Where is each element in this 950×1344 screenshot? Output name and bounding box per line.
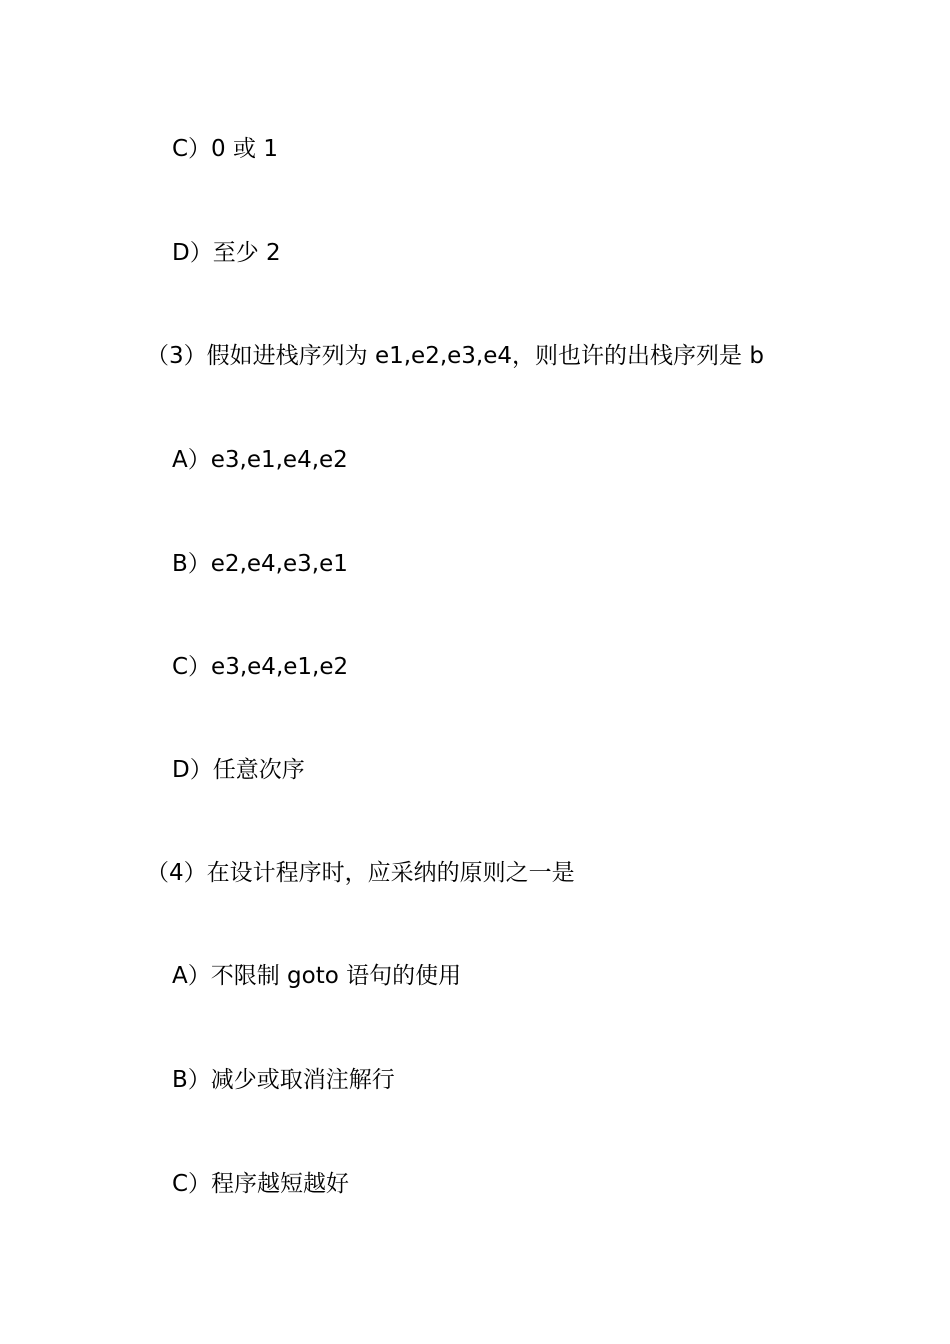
option-d-q2: D）至少 2 [172,240,281,266]
option-c-q3: C）e3,e4,e1,e2 [172,654,349,680]
question-4: （4）在设计程序时，应采纳的原则之一是 [146,860,575,886]
question-3: （3）假如进栈序列为 e1,e2,e3,e4，则也许的出栈序列是 b [146,343,764,369]
option-b-q3: B）e2,e4,e3,e1 [172,551,348,577]
option-c-q2: C）0 或 1 [172,136,278,162]
option-a-q3: A）e3,e1,e4,e2 [172,447,348,473]
option-d-q3: D）任意次序 [172,757,305,783]
option-a-q4: A）不限制 goto 语句的使用 [172,963,462,989]
option-c-q4: C）程序越短越好 [172,1171,350,1197]
option-b-q4: B）减少或取消注解行 [172,1067,395,1093]
